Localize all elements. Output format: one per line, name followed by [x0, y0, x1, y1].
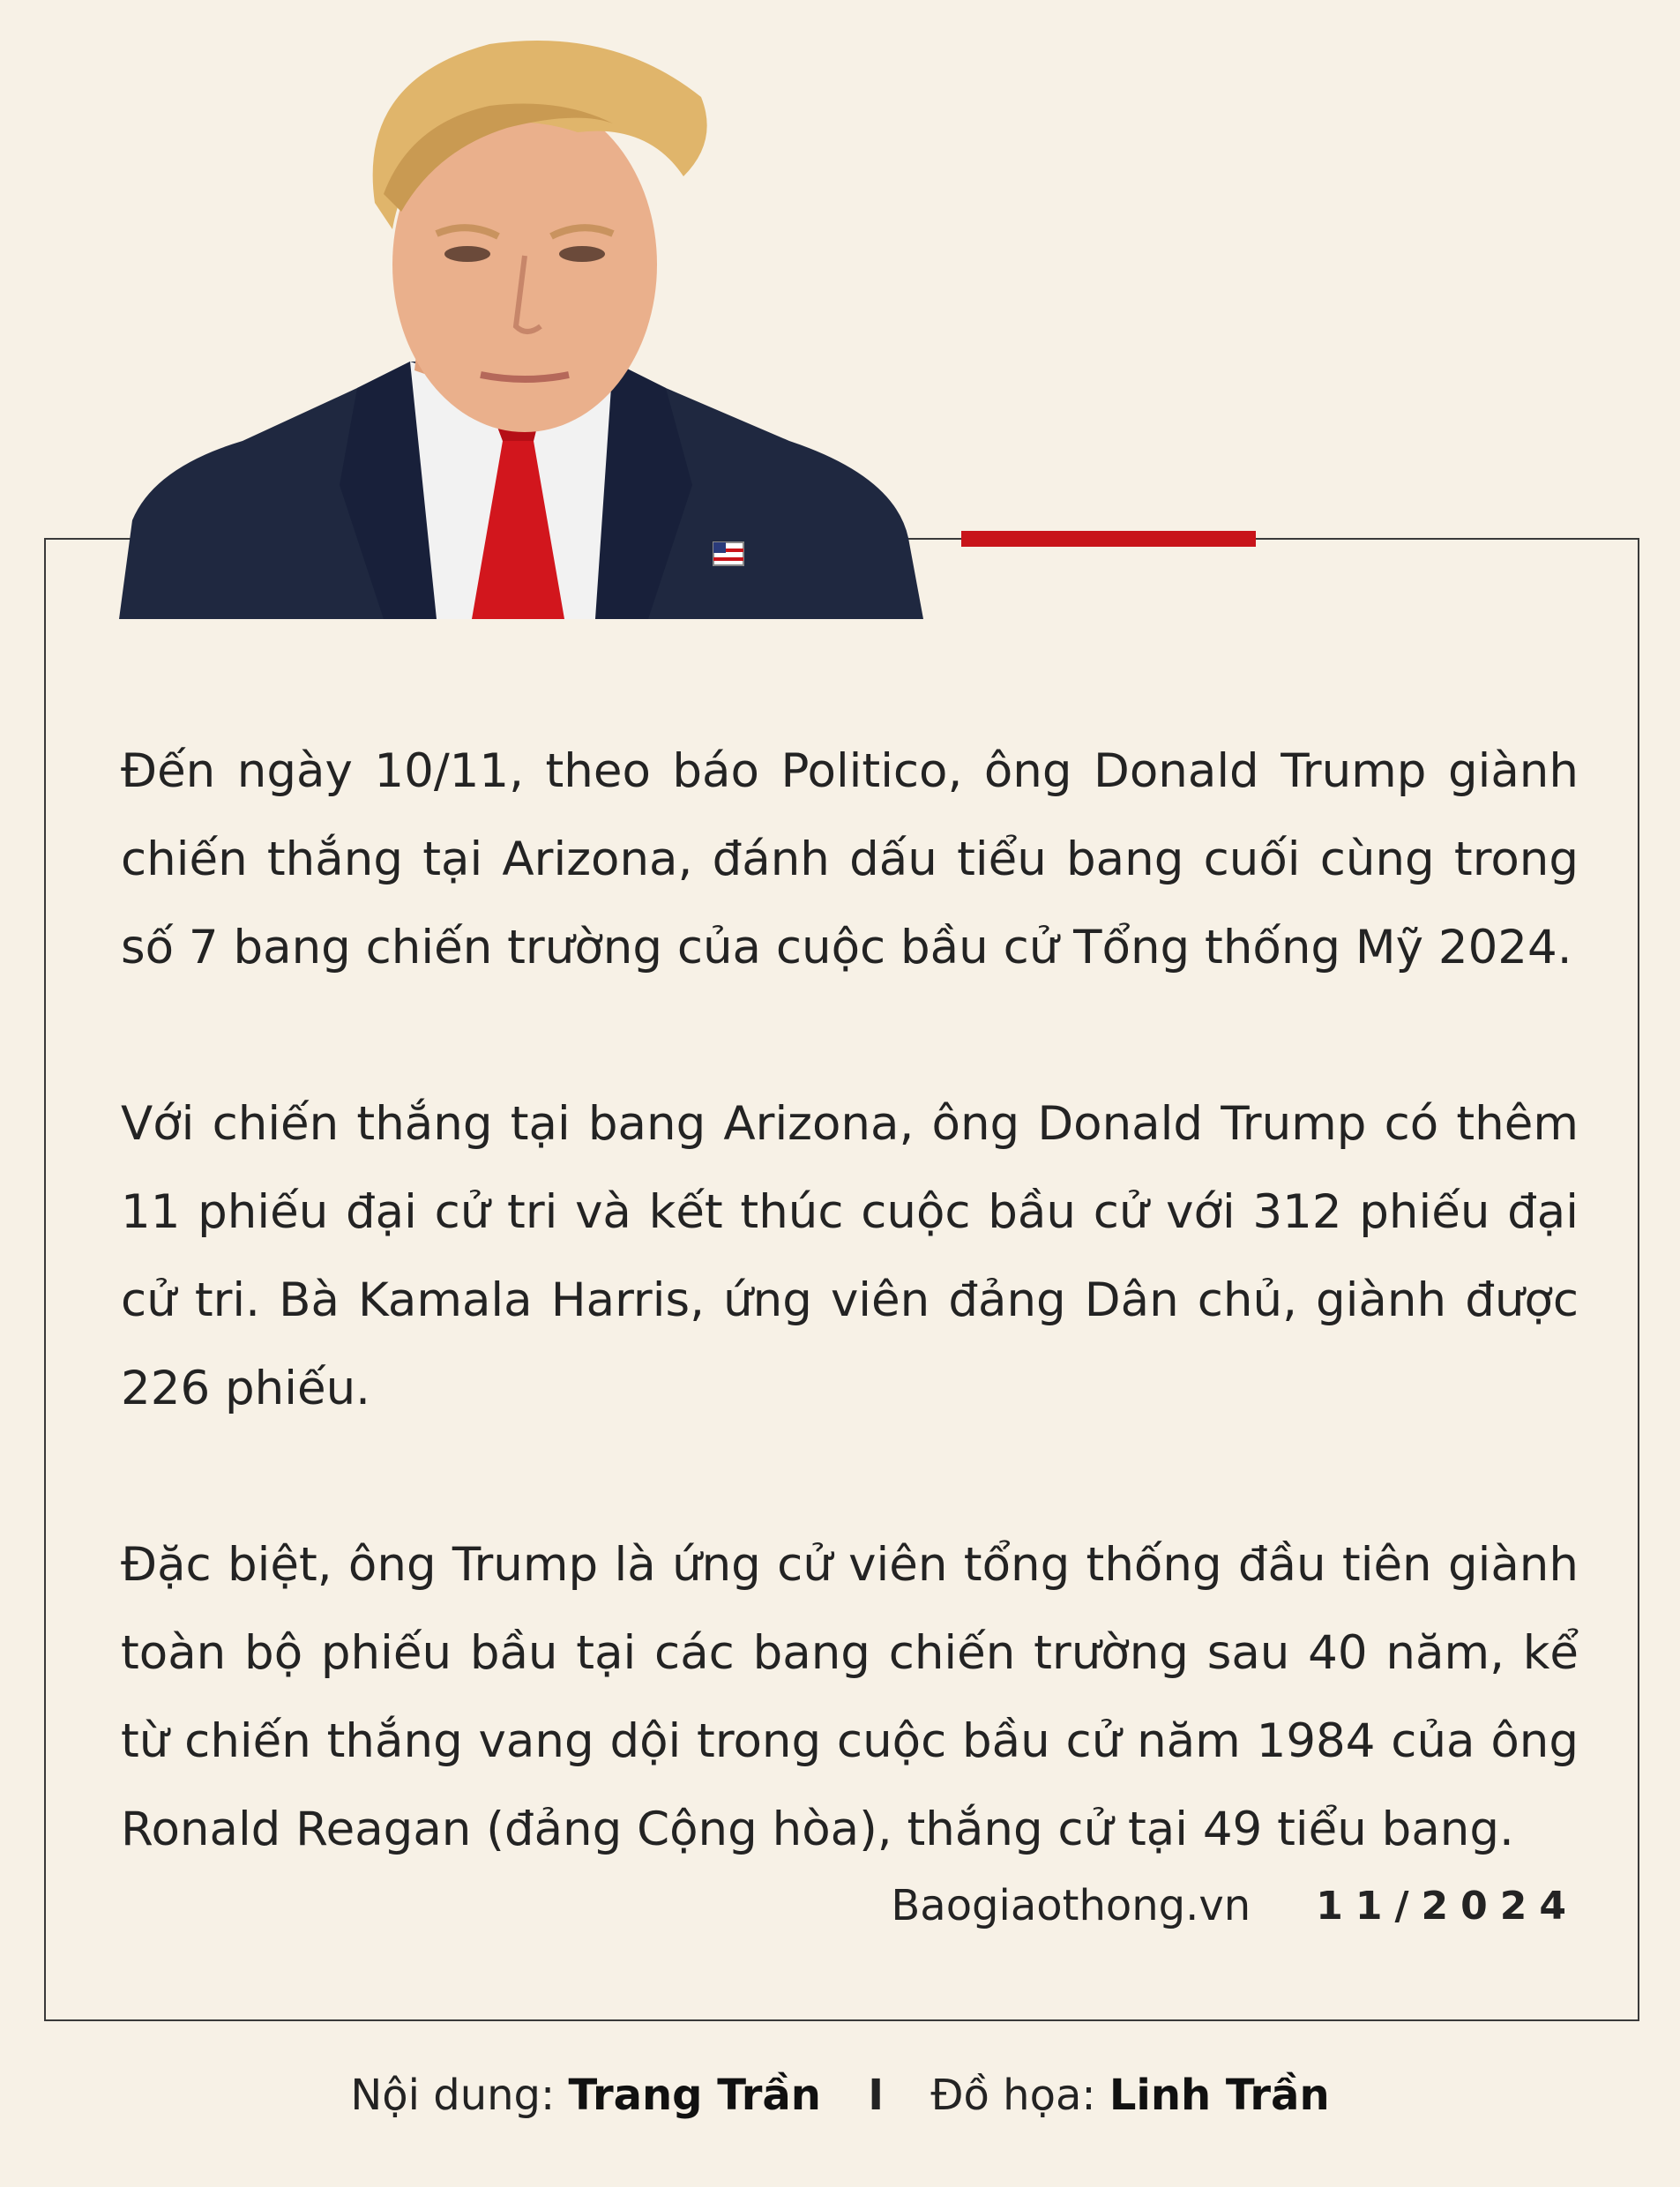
credits-separator: I	[868, 2071, 885, 2120]
article-paragraph-1: Đến ngày 10/11, theo báo Politico, ông Donald Trump giành chiến thắng tại Arizona, đánh dấu tiểu bang cuối cùng trong số 7 bang chiến trường của cuộc bầu cử Tổng thống Mỹ 2024.	[121, 744, 1579, 974]
article-body	[121, 728, 1579, 1874]
accent-red-bar	[961, 531, 1256, 547]
content-label: Nội dung:	[350, 2071, 556, 2120]
signature-row	[891, 1875, 1579, 1937]
article-paragraph-3: Đặc biệt, ông Trump là ứng cử viên tổng thống đầu tiên giành toàn bộ phiếu bầu tại các bang chiến trường sau 40 năm, kể từ chiến thắng vang dội trong cuộc bầu cử năm 1984 của ông Ronald Reagan (đảng Cộng hòa), thắng cử tại 49 tiểu bang.	[121, 1538, 1579, 1856]
publish-date: 11/2024	[1316, 1883, 1579, 1929]
credits-line	[0, 2071, 1680, 2120]
portrait-photo	[119, 26, 923, 619]
source-name: Baogiaothong.vn	[891, 1881, 1251, 1930]
content-author: Trang Trần	[568, 2071, 821, 2120]
article-paragraph-2: Với chiến thắng tại bang Arizona, ông Donald Trump có thêm 11 phiếu đại cử tri và kết thúc cuộc bầu cử với 312 phiếu đại cử tri. Bà Kamala Harris, ứng viên đảng Dân chủ, giành được 226 phiếu.	[121, 1097, 1579, 1415]
graphics-label: Đồ họa:	[930, 2071, 1096, 2120]
graphics-author: Linh Trần	[1109, 2071, 1330, 2120]
